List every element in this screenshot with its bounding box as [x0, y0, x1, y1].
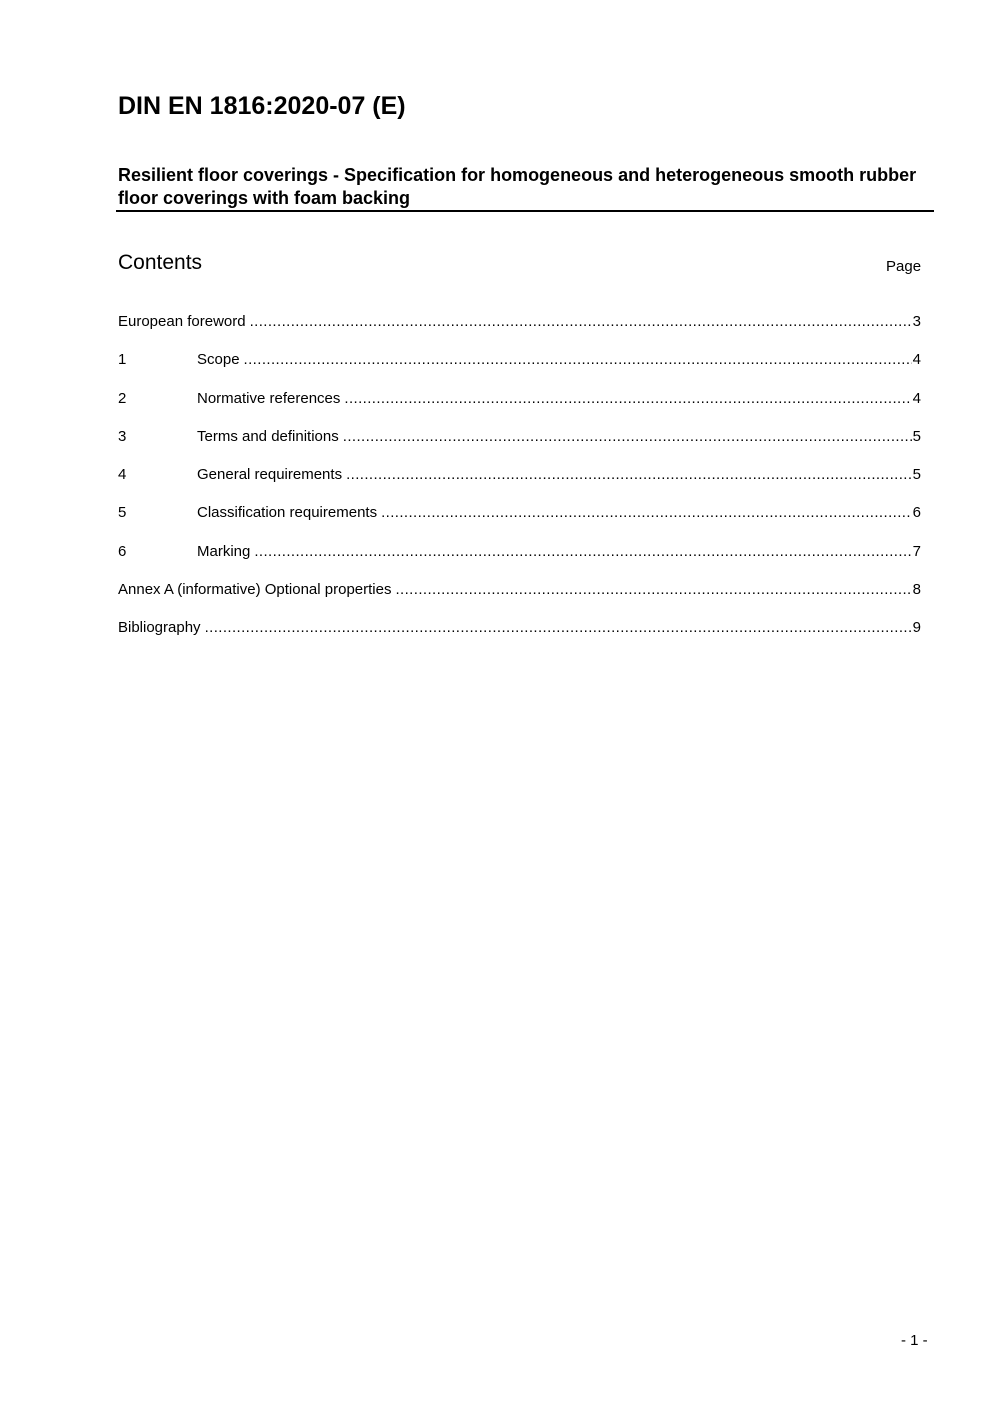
toc-entry-title: Annex A (informative) Optional properties: [118, 581, 392, 599]
page-number-footer: - 1 -: [901, 1332, 928, 1349]
toc-leader-dots: [244, 351, 912, 368]
toc-entry-number: 4: [118, 466, 127, 484]
toc-entry-title: Bibliography: [118, 619, 201, 637]
toc-entry-page: 5: [912, 427, 921, 445]
toc-entry-page: 9: [912, 619, 921, 637]
toc-leader-dots: [205, 619, 912, 636]
toc-leader-dots: [343, 428, 912, 445]
page-column-heading: Page: [886, 258, 922, 275]
toc-entry-title: Classification requirements: [197, 504, 378, 522]
toc-entry-page: 7: [912, 542, 921, 560]
toc-entry-title: General requirements: [197, 466, 343, 484]
toc-entry-page: 8: [912, 581, 921, 599]
toc-entry-classification-requirements[interactable]: [118, 504, 921, 542]
toc-entry-page: 4: [912, 389, 921, 407]
toc-leader-dots: [381, 504, 912, 521]
toc-entry-title: Terms and definitions: [197, 427, 339, 445]
toc-entry-title: Scope: [197, 351, 240, 369]
toc-entry-title: Normative references: [197, 389, 341, 407]
toc-entry-number: 6: [118, 542, 127, 560]
toc-entry-number: 3: [118, 427, 127, 445]
document-title: Resilient floor coverings - Specification for homogeneous and heterogeneous smooth rubber floor coverings with foam backing: [118, 165, 917, 208]
toc-entry-scope[interactable]: [118, 351, 921, 389]
toc-entry-page: 5: [912, 466, 921, 484]
toc-entry-general-requirements[interactable]: [118, 466, 921, 504]
table-of-contents: [118, 313, 921, 658]
toc-entry-number: 1: [118, 351, 127, 369]
toc-entry-bibliography[interactable]: [118, 619, 921, 657]
toc-entry-number: 2: [118, 389, 127, 407]
toc-entry-page: 6: [912, 504, 921, 522]
toc-entry-number: 5: [118, 504, 127, 522]
toc-leader-dots: [250, 313, 912, 330]
contents-heading: Contents: [118, 251, 203, 274]
toc-entry-title: Marking: [197, 542, 251, 560]
toc-leader-dots: [344, 390, 911, 407]
title-divider: [116, 210, 934, 212]
toc-leader-dots: [346, 466, 912, 483]
toc-leader-dots: [395, 581, 911, 598]
toc-entry-marking[interactable]: [118, 543, 921, 581]
toc-entry-page: 4: [912, 351, 921, 369]
toc-entry-annex-a[interactable]: [118, 581, 921, 619]
toc-entry-normative-references[interactable]: [118, 390, 921, 428]
toc-entry-terms-and-definitions[interactable]: [118, 428, 921, 466]
toc-leader-dots: [254, 543, 911, 560]
toc-entry-page: 3: [912, 313, 921, 330]
document-id: DIN EN 1816:2020-07 (E): [118, 92, 406, 120]
toc-entry-foreword[interactable]: [118, 313, 921, 351]
toc-entry-title: European foreword: [118, 313, 246, 330]
